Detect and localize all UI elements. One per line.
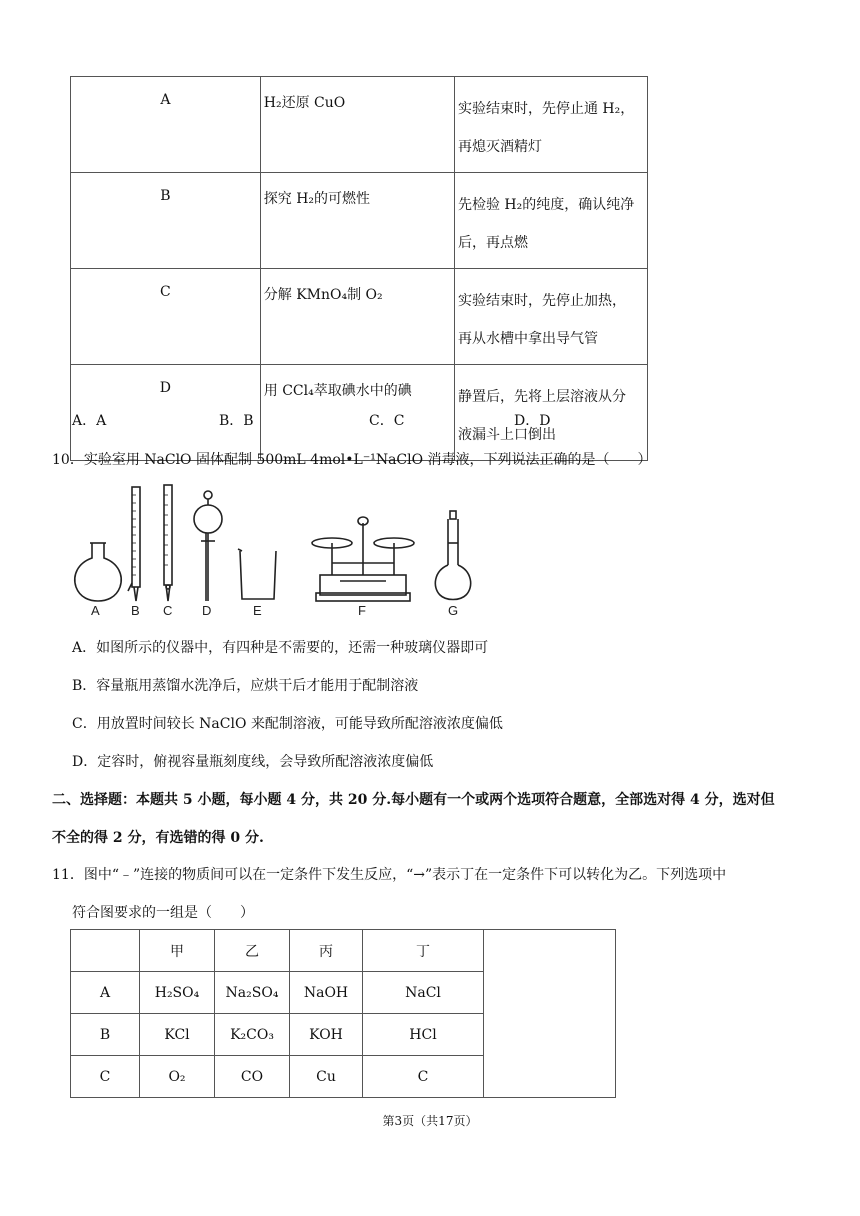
q9-option-b: B．B <box>219 413 254 429</box>
header-cell <box>71 930 140 972</box>
q10-option-d: D．定容时，俯视容量瓶刻度线，会导致所配溶液浓度偏低 <box>72 754 434 770</box>
burette-icon <box>164 485 172 601</box>
table-cell: K₂CO₃ <box>215 1014 290 1056</box>
q10-option-b: B．容量瓶用蒸馏水洗净后，应烘干后才能用于配制溶液 <box>72 678 419 694</box>
q9-option-c: C．C <box>369 413 405 429</box>
table-cell: KOH <box>290 1014 363 1056</box>
q10-stem: 10．实验室用 NaClO 固体配制 500mL 4mol•L⁻¹NaClO 消毒液，下列说法正确的是（ ） <box>52 452 652 468</box>
figure-label: C <box>163 603 173 618</box>
row-label: A <box>71 77 261 173</box>
table-cell: H₂SO₄ <box>140 972 215 1014</box>
table-cell: Na₂SO₄ <box>215 972 290 1014</box>
table-row <box>71 173 648 269</box>
table-cell: KCl <box>140 1014 215 1056</box>
figure-label: A <box>91 603 100 618</box>
page-footer: 第3页（共17页） <box>382 1114 478 1128</box>
experiment-cell: 用 CCl₄萃取碘水中的碘 <box>260 365 454 461</box>
row-label: C <box>71 269 261 365</box>
q9-option-d: D．D <box>514 413 551 429</box>
beaker-icon <box>238 549 276 599</box>
table-cell: Cu <box>290 1056 363 1098</box>
table-cell: HCl <box>363 1014 484 1056</box>
section-heading-cont: 不全的得 2 分，有选错的得 0 分. <box>52 830 264 846</box>
experiment-cell: 探究 H₂的可燃性 <box>260 173 454 269</box>
volumetric-flask-icon <box>435 511 470 600</box>
header-cell: 甲 <box>140 930 215 972</box>
balance-icon <box>312 517 414 601</box>
table-cell: O₂ <box>140 1056 215 1098</box>
figure-label: D <box>202 603 212 618</box>
q9-option-a: A．A <box>72 413 107 429</box>
q11-stem: 11．图中“﹣”连接的物质间可以在一定条件下发生反应，“→”表示丁在一定条件下可以转化为乙。下列选项中 <box>52 867 727 883</box>
operation-cell: 实验结束时，先停止加热， 再从水槽中拿出导气管 <box>454 269 647 365</box>
q11-stem-cont: 符合图要求的一组是（ ） <box>72 905 254 921</box>
row-label: B <box>71 173 261 269</box>
figure-label: E <box>253 603 262 618</box>
table-cell: NaCl <box>363 972 484 1014</box>
q10-option-a: A．如图所示的仪器中，有四种是不需要的，还需一种玻璃仪器即可 <box>72 640 489 656</box>
row-label: D <box>71 365 261 461</box>
operation-cell: 先检验 H₂的纯度，确认纯净 后，再点燃 <box>454 173 647 269</box>
lab-apparatus-figure <box>70 483 480 618</box>
blank-cell <box>484 930 616 1098</box>
experiment-cell: H₂还原 CuO <box>260 77 454 173</box>
row-label: A <box>71 972 140 1014</box>
table-row <box>71 269 648 365</box>
q9-table <box>70 76 648 461</box>
row-label: B <box>71 1014 140 1056</box>
operation-cell: 实验结束时，先停止通 H₂， 再熄灭酒精灯 <box>454 77 647 173</box>
table-row <box>71 77 648 173</box>
table-cell: C <box>363 1056 484 1098</box>
round-flask-icon <box>75 543 121 601</box>
figure-label: G <box>448 603 459 618</box>
table-cell: NaOH <box>290 972 363 1014</box>
operation-cell: 静置后，先将上层溶液从分 液漏斗上口倒出 <box>454 365 647 461</box>
row-label: C <box>71 1056 140 1098</box>
figure-label: B <box>131 603 140 618</box>
q10-option-c: C．用放置时间较长 NaClO 来配制溶液，可能导致所配溶液浓度偏低 <box>72 716 503 732</box>
burette-icon <box>128 487 140 601</box>
header-cell: 乙 <box>215 930 290 972</box>
section-heading: 二、选择题：本题共 5 小题，每小题 4 分，共 20 分.每小题有一个或两个选项符合题意，全部选对得 4 分，选对但 <box>52 792 775 808</box>
header-cell: 丁 <box>363 930 484 972</box>
table-header-row <box>71 930 616 972</box>
table-cell: CO <box>215 1056 290 1098</box>
table-row <box>71 365 648 461</box>
experiment-cell: 分解 KMnO₄制 O₂ <box>260 269 454 365</box>
q11-table <box>70 929 616 1098</box>
header-cell: 丙 <box>290 930 363 972</box>
figure-label: F <box>358 603 366 618</box>
separatory-funnel-icon <box>194 491 222 601</box>
